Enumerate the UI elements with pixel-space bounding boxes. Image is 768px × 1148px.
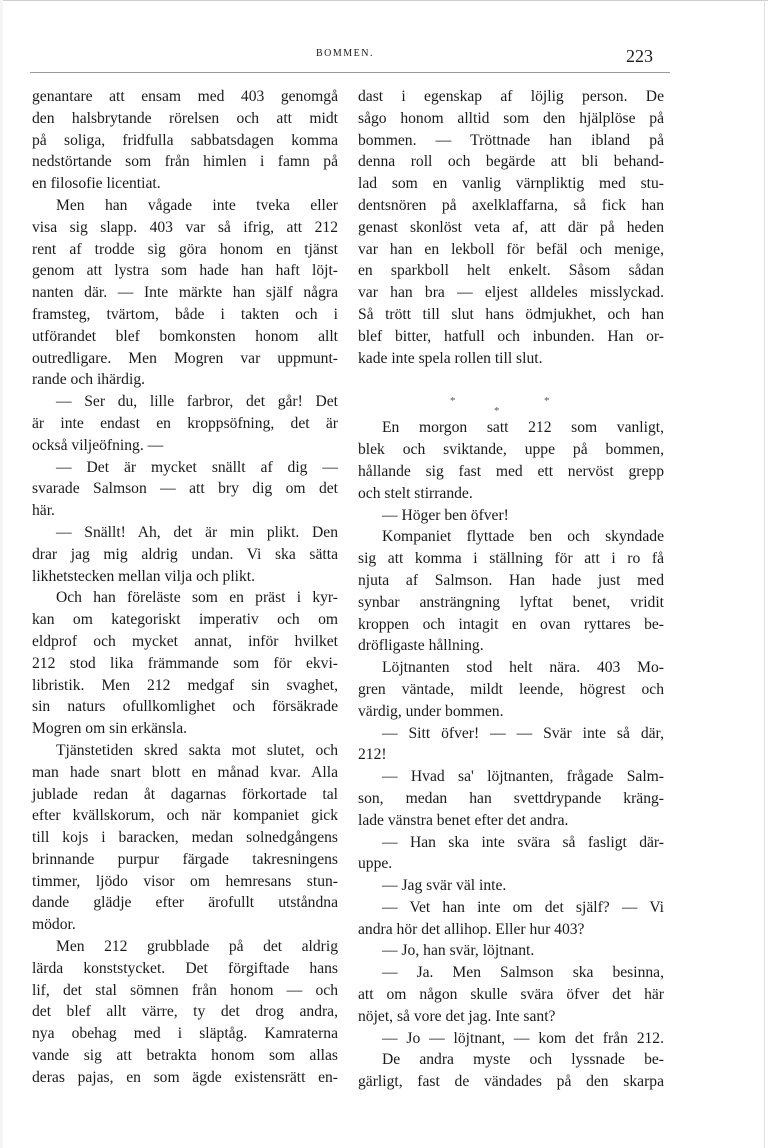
text-line: att om någon skulle svära öfver det här [358,986,664,1004]
text-line: sågo honom alltid som den hjälplöse på [358,109,664,127]
section-break-star: * [494,405,500,418]
text-line: nöjet, så vore det jag. Inte sant? [358,1007,556,1025]
text-line: — Vet han inte om det själf? — Vi [382,898,664,916]
section-break [358,369,664,417]
text-line: genantare att ensam med 403 genomgå [32,88,338,105]
text-line: Tjänstetiden skred sakta mot slutet, och [56,741,338,759]
text-line: Så trött till slut hans ödmjukhet, och han [358,305,664,323]
text-line: outredligare. Men Mogren var uppmunt- [32,349,338,367]
left-column [32,86,338,1089]
text-line: svarade Salmson — att bry dig om det [32,480,338,498]
text-line: rande och ihärdig. [32,371,146,389]
text-line: nanten där. — Inte märkte han själf några [32,284,338,302]
text-line: kade inte spela rollen till slut. [358,349,543,367]
text-line: andra hör det allihop. Eller hur 403? [358,920,585,938]
right-column-bottom-text [358,417,664,1093]
text-line: eldprof och mycket annat, inför hvilket [32,632,338,650]
text-line: son, medan han svettdrypande kräng- [358,789,664,807]
text-line: Men han vågade inte tveka eller [56,196,338,214]
text-line: deras pajas, en som ägde existensrätt en- [32,1068,338,1086]
text-line: kan om kategoriskt imperativ och om [32,611,338,629]
scan-right-edge [764,0,765,1148]
text-line: brinnande purpur färgade takresningens [32,850,338,868]
scan-top-edge [0,0,768,1]
text-line: på soliga, fridfulla sabbatsdagen komma [32,131,338,149]
text-line: blek och sviktande, uppe på bommen, [358,441,664,459]
text-line: hållande sig fast med ett nervöst grepp [358,462,664,480]
text-line: Kompaniet flyttade ben och skyndade [382,528,664,546]
text-line: var han en lekboll för befäl och menige, [358,240,664,258]
header-rule [30,72,670,73]
text-line: — Snällt! Ah, det är min plikt. Den [56,523,338,541]
text-line: en sparkboll helt enkelt. Såsom sådan [358,262,664,280]
text-line: dast i egenskap af löjlig person. De [358,88,664,105]
right-column [358,86,664,1093]
text-line: libristik. Men 212 medgaf sin svaghet, [32,676,338,694]
text-line: — Han ska inte svära så fasligt där- [382,833,664,851]
section-break-star: * [450,395,456,408]
text-line: genast skonlöst veta af, att där på heden [358,218,664,236]
text-line: lad som en vanlig värnpliktig med stu- [358,175,664,193]
text-line: — Jag svär väl inte. [382,877,507,895]
text-line: blef bitter, hatfull och inbunden. Han or- [358,327,664,345]
text-line: — Hvad sa' löjtnanten, frågade Salm- [382,768,664,786]
right-column-top-text [358,86,664,369]
text-line: bommen. — Tröttnade han ibland på [358,131,664,149]
page-number: 223 [626,46,653,66]
text-line: likhetstecken mellan vilja och plikt. [32,567,256,585]
text-line: till kojs i baracken, medan solnedgångens [32,829,338,847]
text-line: kroppen och intagit en ovan ryttares be- [358,615,664,633]
text-line: jublade redan åt dagarnas förkortade tal [32,785,338,803]
text-line: och stelt stirrande. [358,484,473,502]
text-line: njuta af Salmson. Han hade just med [358,571,664,589]
text-line: Men 212 grubblade på det aldrig [56,938,338,956]
text-line: värdig, under bommen. [358,702,504,720]
text-line: Löjtnanten stod helt nära. 403 Mo- [382,659,664,677]
text-line: dande glädje efter ärofullt utståndna [32,894,338,912]
text-line: den halsbrytande rörelsen och att midt [32,109,338,127]
scan-left-edge [0,0,3,1148]
text-line: De andra myste och lyssnade be- [382,1051,664,1069]
text-line: sin naturs ofullkomlighet och försäkrade [32,698,338,716]
text-line: det blef allt värre, ty det drog andra, [32,1003,338,1021]
text-line: vande sig att betrakta honom som allas [32,1047,338,1065]
text-line: också viljeöfning. — [32,436,164,454]
text-line: drar jag mig aldrig undan. Vi ska sätta [32,545,338,563]
text-line: — Jo — löjtnant, — kom det från 212. [382,1029,664,1047]
text-line: synbar ansträngning lyftat benet, vridit [358,593,664,611]
text-line: — Jo, han svär, löjtnant. [382,942,535,960]
text-line: 212 stod lika främmande som för ekvi- [32,654,338,672]
text-line: — Sitt öfver! — — Svär inte så där, [382,724,664,742]
text-line: var han bra — eljest alldeles misslyckad. [358,284,664,302]
text-line: lärda konststycket. Det förgiftade hans [32,959,338,977]
text-line: timmer, ljödo visor om hemresans stun- [32,872,338,890]
text-line: genom att lystra som hade han haft löjt- [32,262,338,280]
text-line: uppe. [358,855,393,873]
text-line: Och han föreläste som en präst i kyr- [56,589,338,607]
text-line: dröfligaste hållning. [358,637,484,655]
text-line: nedstörtande som från himlen i famn på [32,153,338,171]
running-head: BOMMEN. [316,48,375,59]
text-line: — Det är mycket snällt af dig — [56,458,338,476]
text-line: — Ja. Men Salmson ska besinna, [382,964,664,982]
text-line: framsteg, tvärtom, både i takten och i [32,305,338,323]
text-line: är inte endast en kroppsöfning, det är [32,414,338,432]
text-line: denna roll och begärde att bli behand- [358,153,664,171]
text-line: — Höger ben öfver! [382,506,509,524]
text-line: gren väntade, mildt leende, högrest och [358,680,664,698]
text-line: lif, det stal sömnen från honom — och [32,981,338,999]
text-line: lade vänstra benet efter det andra. [358,811,569,829]
text-line: här. [32,502,55,520]
text-line: man hade snart blott en månad kvar. Alla [32,763,338,781]
text-line: — Ser du, lille farbror, det går! Det [56,393,338,411]
text-line: En morgon satt 212 som vanligt, [382,419,664,437]
text-line: dentsnören på axelklaffarna, så fick han [358,196,664,214]
section-break-star: * [544,395,550,408]
text-line: utförandet blef bomkonsten honom allt [32,327,338,345]
text-line: 212! [358,746,387,764]
text-line: sig att komma i ställning för att i ro få [358,550,664,568]
text-line: nya obehag med i släptåg. Kamraterna [32,1025,338,1043]
text-line: rent af trodde sig göra honom en tjänst [32,240,338,258]
text-line: en filosofie licentiat. [32,175,161,193]
text-line: efter kvällskorum, och när kompaniet gick [32,807,338,825]
text-line: Mogren om sin erkänsla. [32,720,188,738]
text-line: mödor. [32,916,76,934]
text-line: visa sig slapp. 403 var så ifrig, att 212 [32,218,338,236]
text-line: gärligt, fast de vändades på den skarpa [358,1073,664,1091]
